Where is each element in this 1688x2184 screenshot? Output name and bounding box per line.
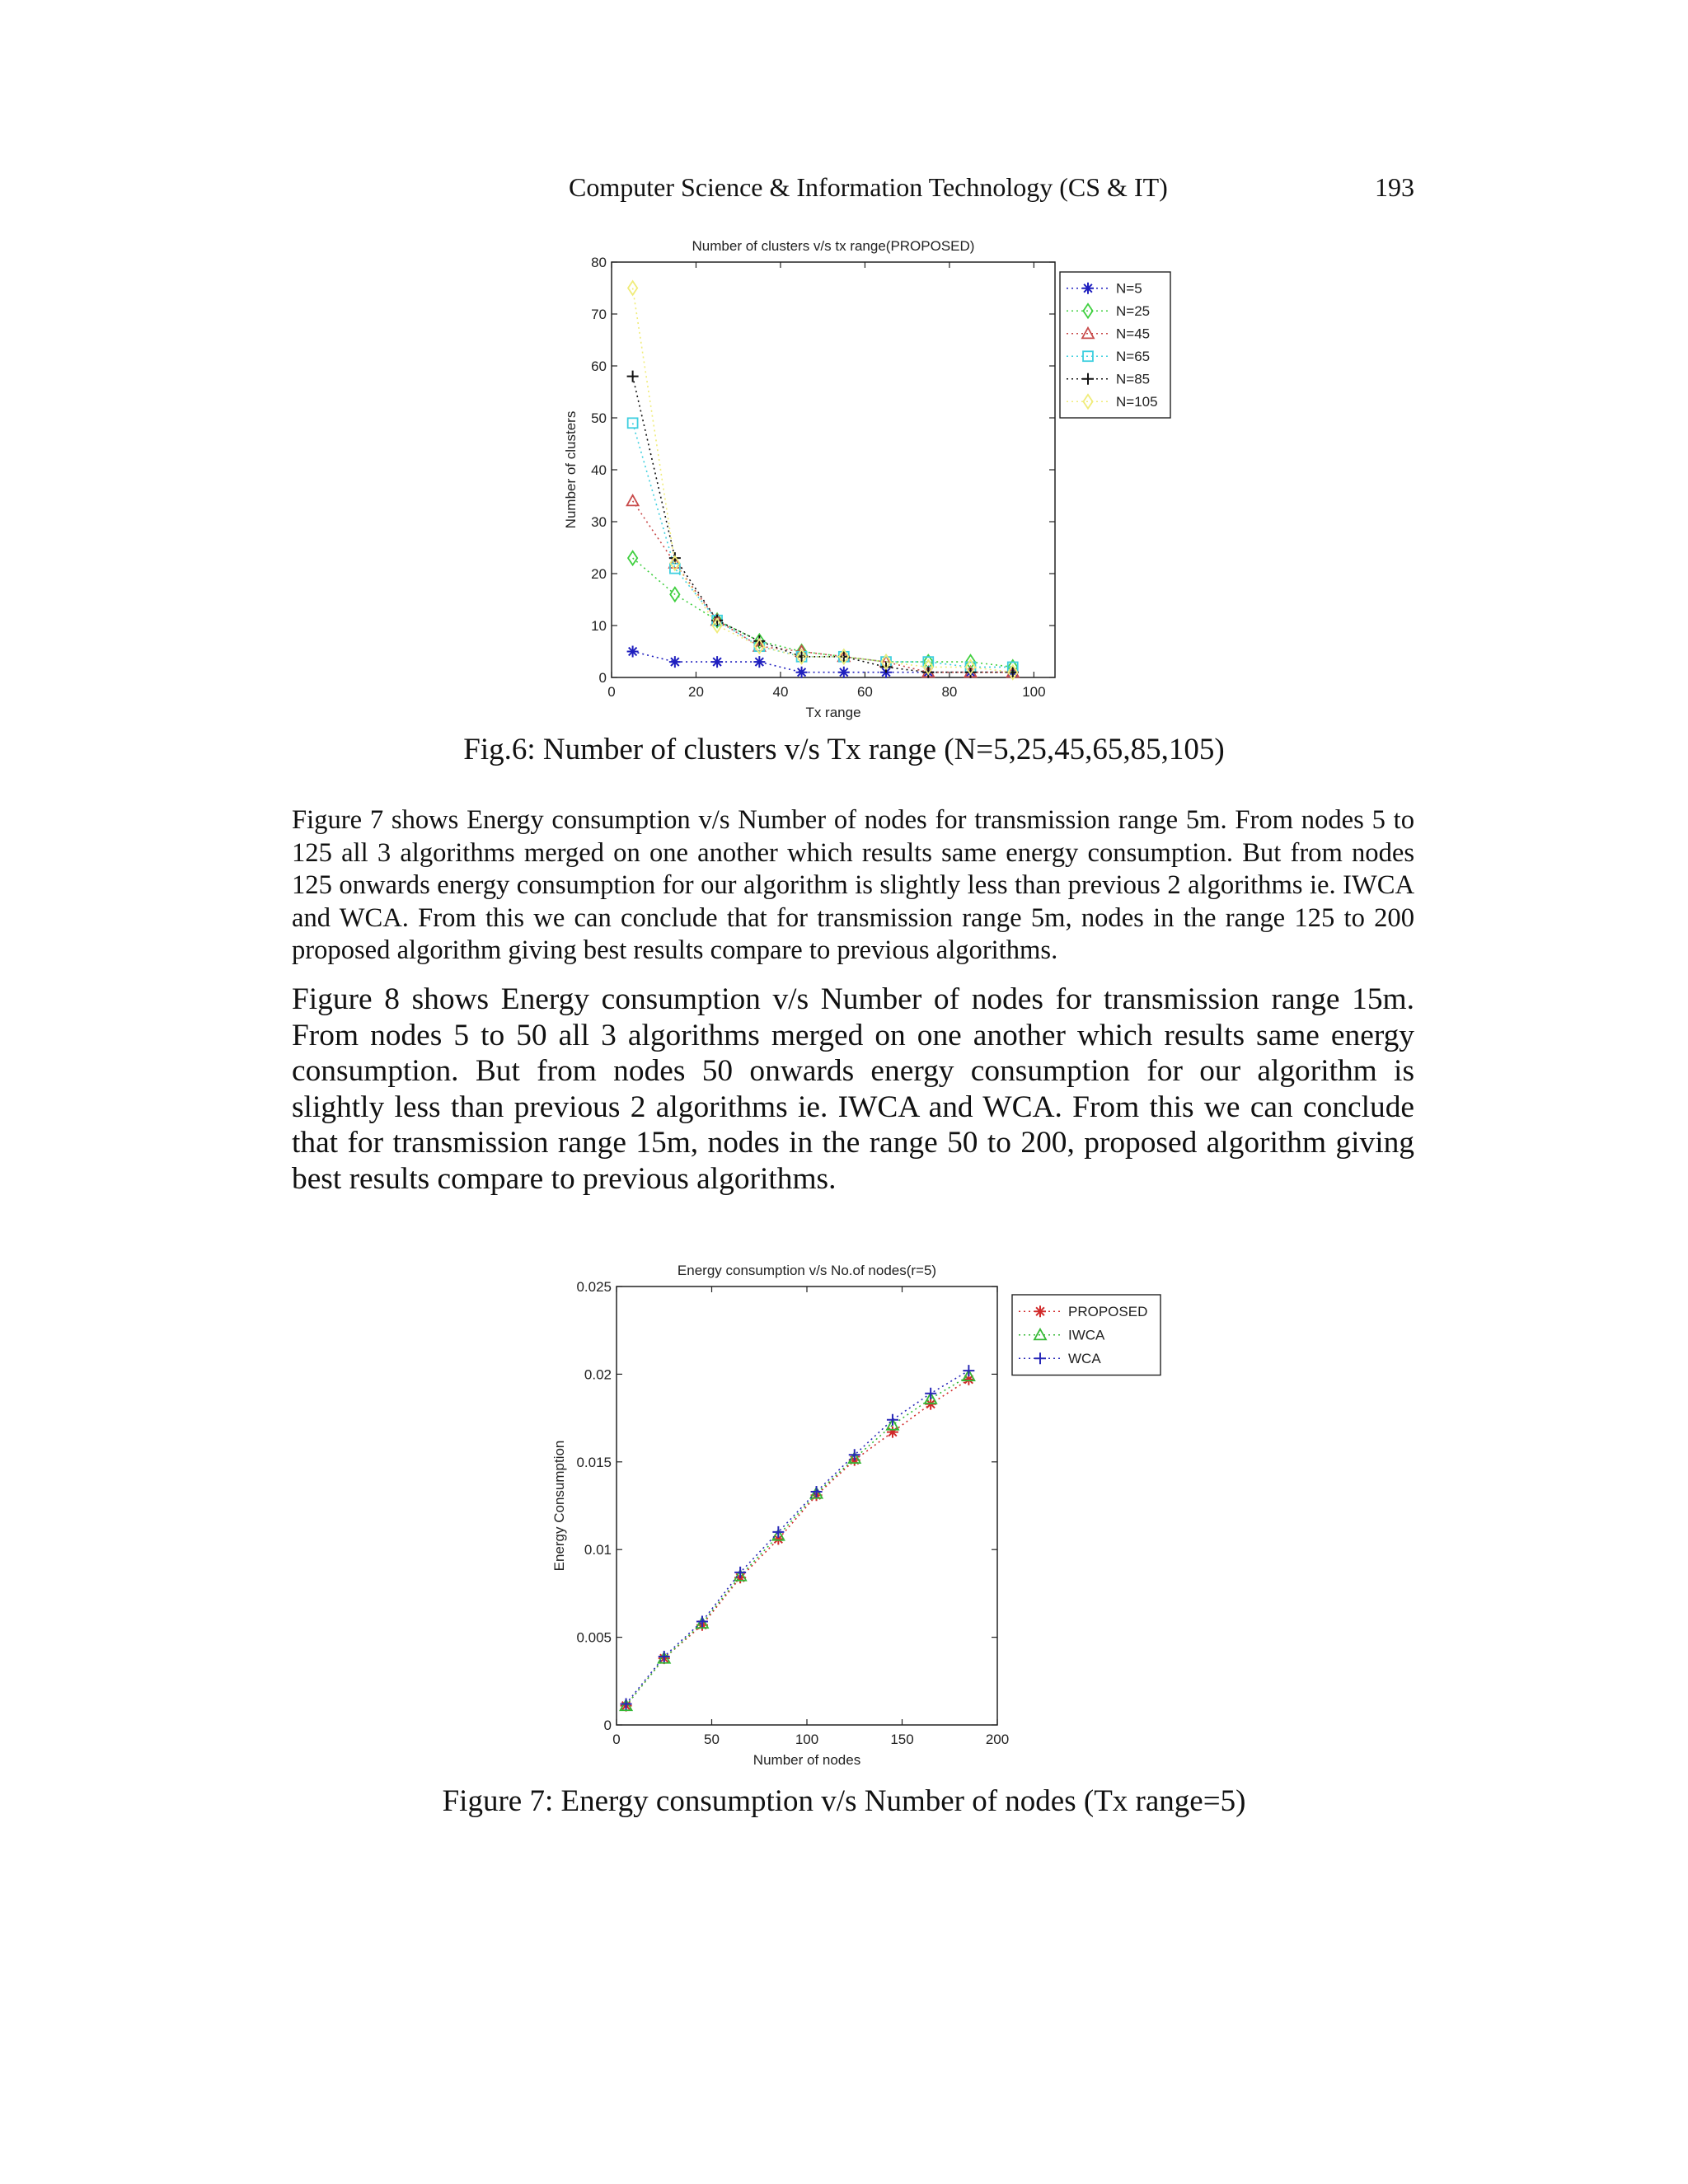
series-n-85 — [627, 371, 1019, 678]
plot-area — [617, 1286, 997, 1725]
clusters-vs-tx-range-chart — [552, 227, 1179, 732]
y-tick-label: 10 — [591, 617, 607, 634]
data-point-n-5 — [627, 646, 639, 658]
series-n-5 — [627, 646, 1019, 678]
y-tick-label: 0.025 — [576, 1278, 612, 1295]
data-point-n-5 — [796, 667, 808, 678]
y-tick-label: 0.015 — [576, 1454, 612, 1470]
energy-vs-nodes-chart — [546, 1249, 1172, 1776]
x-axis-label: Tx range — [805, 705, 861, 720]
x-tick-label: 50 — [704, 1732, 720, 1747]
series-line-n-45 — [633, 501, 1013, 673]
series-proposed — [621, 1374, 975, 1712]
figure-7-caption: Figure 7: Energy consumption v/s Number of nodes (Tx range=5) — [442, 1784, 1246, 1818]
legend-label-n-45: N=45 — [1116, 326, 1151, 342]
series-n-105 — [628, 281, 1017, 679]
y-axis-label: Number of clusters — [563, 410, 579, 529]
data-point-wca — [963, 1365, 974, 1376]
legend-label-proposed: PROPOSED — [1068, 1304, 1148, 1320]
y-tick-label: 0.02 — [584, 1366, 612, 1383]
data-point-wca — [887, 1414, 898, 1426]
legend-label-n-105: N=105 — [1116, 394, 1158, 410]
series-n-65 — [628, 418, 1018, 672]
x-tick-label: 40 — [772, 684, 789, 700]
y-tick-label: 0.01 — [584, 1542, 612, 1558]
data-point-n-5 — [711, 656, 723, 668]
figure-6-caption: Fig.6: Number of clusters v/s Tx range (N=5,25,45,65,85,105) — [463, 733, 1225, 766]
x-tick-label: 100 — [795, 1732, 819, 1747]
series-wca — [621, 1365, 975, 1709]
legend-label-iwca: IWCA — [1068, 1327, 1105, 1343]
chart-title: Energy consumption v/s No.of nodes(r=5) — [677, 1263, 937, 1278]
y-tick-label: 40 — [591, 462, 607, 478]
paragraph-figure-7-description: Figure 7 shows Energy consumption v/s Number of nodes for transmission range 5m. From nodes 5 to 125 all 3 algorithms merged on one another which results same energy consumption. But from nodes 125 onwards energy consumption for our algorithm is slightly less than previous 2 algorithms ie. IWCA and WCA. From this we can conclude that for transmission range 5m, nodes in the range 125 to 200 proposed algorithm giving best results compare to previous algorithms. — [292, 805, 1414, 966]
legend-marker-n-5 — [1082, 283, 1094, 294]
data-point-n-5 — [753, 656, 765, 668]
y-tick-label: 30 — [591, 513, 607, 530]
figure-6-chart — [552, 227, 1179, 732]
journal-title: Computer Science & Information Technology (CS & IT) — [569, 172, 1168, 202]
x-tick-label: 0 — [612, 1732, 621, 1747]
legend — [1012, 1295, 1160, 1376]
x-tick-label: 100 — [1022, 684, 1046, 700]
figure-7-chart — [546, 1249, 1172, 1776]
y-tick-label: 60 — [591, 358, 607, 374]
y-tick-label: 0 — [598, 669, 607, 686]
series-line-proposed — [626, 1380, 969, 1706]
series-line-n-105 — [633, 288, 1013, 673]
series-line-n-85 — [633, 377, 1013, 673]
legend-label-wca: WCA — [1068, 1351, 1101, 1367]
y-axis-label: Energy Consumption — [551, 1440, 567, 1572]
y-tick-label: 70 — [591, 306, 607, 322]
chart-title: Number of clusters v/s tx range(PROPOSED) — [692, 238, 975, 254]
x-tick-label: 80 — [941, 684, 958, 700]
series-line-n-5 — [633, 652, 1013, 673]
legend-label-n-5: N=5 — [1116, 280, 1142, 297]
series-n-45 — [627, 495, 1019, 677]
data-point-wca — [925, 1388, 936, 1399]
legend — [1060, 272, 1170, 418]
x-tick-label: 200 — [985, 1732, 1010, 1747]
y-tick-label: 20 — [591, 565, 607, 582]
data-point-n-45 — [627, 495, 639, 506]
y-tick-label: 0.005 — [576, 1629, 612, 1646]
series-line-n-65 — [633, 423, 1013, 667]
y-tick-label: 80 — [591, 254, 607, 270]
series-line-iwca — [626, 1376, 969, 1706]
series-line-n-25 — [633, 558, 1013, 667]
running-header — [292, 172, 1414, 209]
page-number: 193 — [1375, 172, 1414, 202]
series-n-25 — [628, 551, 1017, 674]
legend-label-n-85: N=85 — [1116, 371, 1151, 387]
plot-area — [612, 262, 1055, 677]
x-tick-label: 60 — [856, 684, 873, 700]
series-iwca — [621, 1371, 975, 1711]
y-tick-label: 50 — [591, 410, 607, 426]
y-tick-label: 0 — [603, 1717, 612, 1733]
legend-label-n-65: N=65 — [1116, 349, 1151, 365]
data-point-n-5 — [669, 656, 681, 668]
x-tick-label: 150 — [890, 1732, 914, 1747]
x-tick-label: 0 — [607, 684, 616, 700]
x-axis-label: Number of nodes — [753, 1752, 861, 1768]
legend-label-n-25: N=25 — [1116, 303, 1151, 320]
data-point-n-85 — [627, 371, 639, 382]
x-tick-label: 20 — [688, 684, 704, 700]
data-point-n-5 — [838, 667, 850, 678]
series-line-wca — [626, 1371, 969, 1704]
paragraph-figure-8-description: Figure 8 shows Energy consumption v/s Number of nodes for transmission range 15m. From nodes 5 to 50 all 3 algorithms merged on one another which results same energy consumption. But from nodes 50 onwards energy consumption for our algorithm is slightly less than previous 2 algorithms ie. IWCA and WCA. From this we can conclude that for transmission range 15m, nodes in the range 50 to 200, proposed algorithm giving best results compare to previous algorithms. — [292, 982, 1414, 1196]
